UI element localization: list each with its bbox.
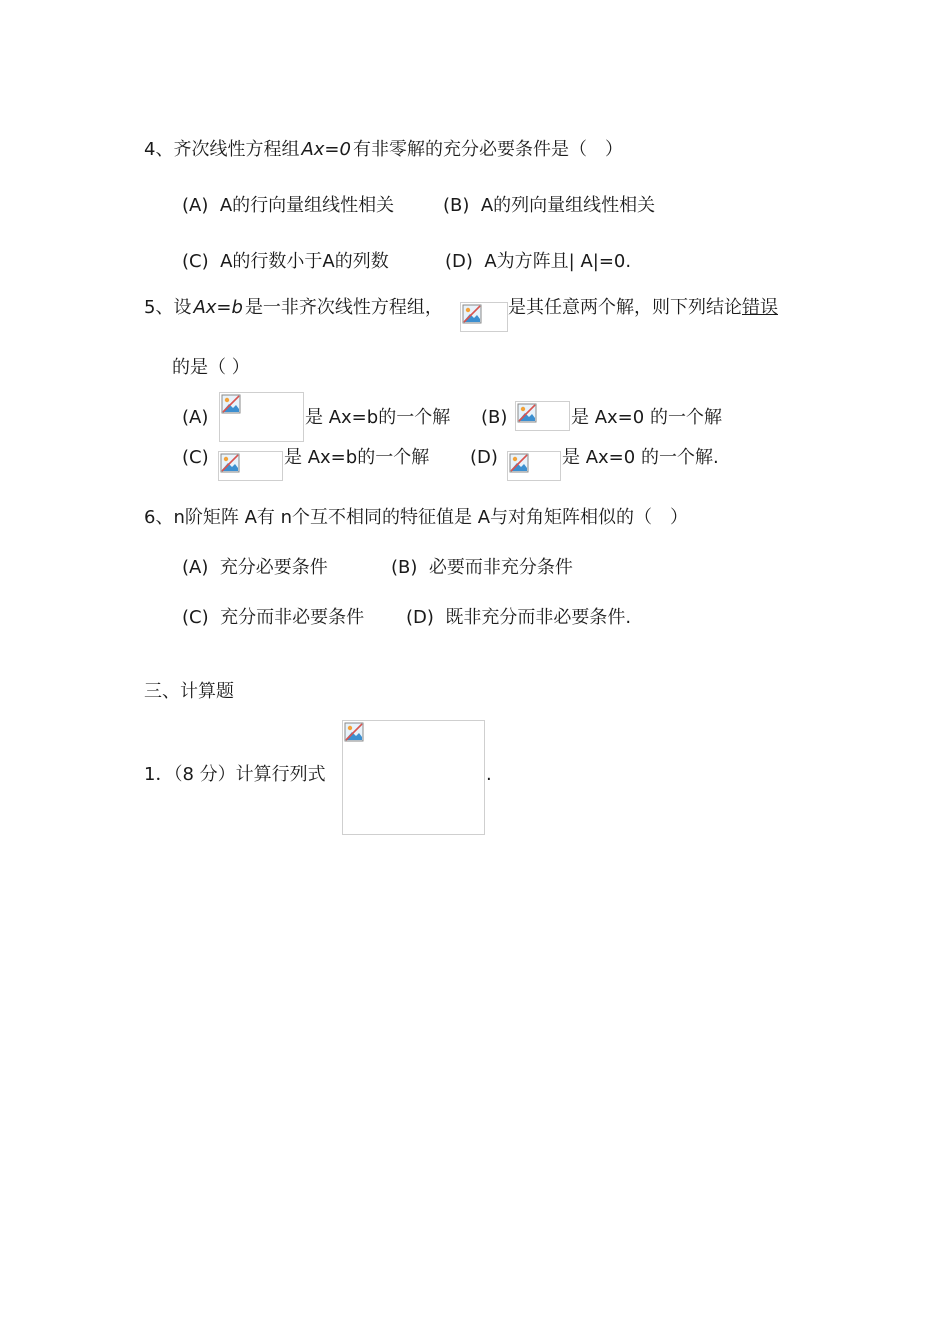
broken-image-icon — [221, 394, 241, 414]
q4-b-label: (B) — [443, 195, 470, 216]
q5-stem-mid: 是一非齐次线性方程组， — [244, 297, 443, 318]
q4-a-text: A的行向量组线性相关 — [219, 195, 395, 216]
q4-c-text: A的行数小于A的列数 — [220, 251, 389, 272]
q5-a-text: 是 Ax=b的一个解 — [305, 407, 451, 428]
q6-option-a — [182, 557, 328, 579]
q6-number: 6、 — [144, 507, 174, 528]
q5-stem-line2: 的是（ ） — [172, 357, 250, 378]
section-title: 三、计算题 — [144, 681, 234, 702]
q5-stem-post: 是其任意两个解，则下列结论 — [508, 297, 742, 318]
q4-option-d — [445, 251, 631, 273]
q5-c-image — [218, 451, 283, 481]
q5-stem-math: Ax=b — [193, 297, 243, 318]
broken-image-icon — [517, 403, 537, 423]
q4-b-text: A的列向量组线性相关 — [480, 195, 656, 216]
q5-solutions-image — [460, 302, 508, 332]
q5-stem — [144, 297, 443, 319]
q6-stem-text: n阶矩阵 A有 n个互不相同的特征值是 A与对角矩阵相似的（ ） — [173, 507, 689, 528]
q6-a-label: (A) — [182, 557, 209, 578]
q6-stem — [144, 507, 688, 529]
q4-stem-post: 有非零解的充分必要条件是（ ） — [352, 139, 623, 160]
q6-c-label: (C) — [182, 607, 209, 628]
q5-d-image — [507, 451, 561, 481]
q5-stem-underlined: 错误 — [742, 297, 778, 318]
q6-option-c — [182, 607, 364, 629]
q5-number: 5、 — [144, 297, 174, 318]
q6-a-text: 充分必要条件 — [219, 557, 328, 578]
q4-stem — [144, 139, 623, 161]
q6-c-text: 充分而非必要条件 — [220, 607, 365, 628]
q5-b-text: 是 Ax=0 的一个解 — [571, 407, 722, 428]
q5-a-image — [219, 392, 304, 442]
q4-number: 4、 — [144, 139, 174, 160]
q4-stem-pre: 齐次线性方程组 — [173, 139, 300, 160]
q5-stem-rest — [508, 297, 778, 319]
q5-c-text: 是 Ax=b的一个解 — [284, 447, 430, 468]
q5-c-label: (C) — [182, 447, 209, 468]
calc-q1-end: . — [486, 764, 492, 785]
q5-d-text: 是 Ax=0 的一个解. — [562, 447, 719, 468]
q4-d-text: A为方阵且| A|=0. — [484, 251, 632, 272]
calc-q1-text: 1．（8 分）计算行列式 — [144, 764, 326, 785]
q4-d-label: (D) — [445, 251, 473, 272]
q4-option-b — [443, 195, 655, 217]
q6-b-label: (B) — [391, 557, 418, 578]
broken-image-icon — [509, 453, 529, 473]
q5-b-image — [515, 401, 570, 431]
broken-image-icon — [344, 722, 364, 742]
q5-stem-pre: 设 — [173, 297, 192, 318]
q6-d-text: 既非充分而非必要条件. — [445, 607, 632, 628]
q4-option-a — [182, 195, 394, 217]
broken-image-icon — [462, 304, 482, 324]
q6-option-b — [391, 557, 573, 579]
broken-image-icon — [220, 453, 240, 473]
q5-d-label: (D) — [470, 447, 498, 468]
q4-c-label: (C) — [182, 251, 209, 272]
q6-b-text: 必要而非充分条件 — [428, 557, 573, 578]
q6-d-label: (D) — [406, 607, 434, 628]
determinant-image — [342, 720, 485, 835]
q4-stem-math: Ax=0 — [301, 139, 351, 160]
q4-a-label: (A) — [182, 195, 209, 216]
q6-option-d — [406, 607, 631, 629]
q5-a-label: (A) — [182, 407, 209, 428]
q4-option-c — [182, 251, 389, 273]
q5-b-label: (B) — [481, 407, 508, 428]
